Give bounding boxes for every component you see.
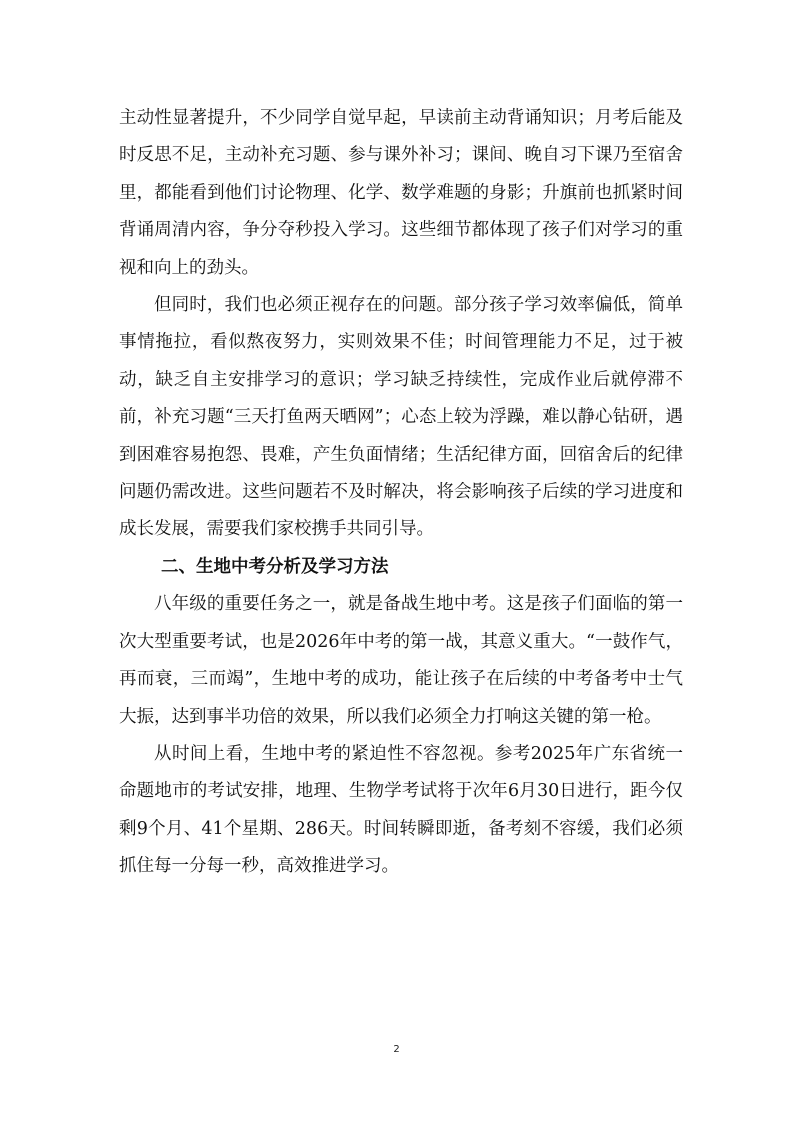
page-number: 2: [393, 1044, 400, 1055]
section-heading: 二、生地中考分析及学习方法: [161, 556, 389, 577]
paragraph-4: 从时间上看，生地中考的紧迫性不容忽视。参考2025年广东省统一命题地市的考试安排，地理、生物学考试将于次年6月30日进行，距今仅剩9个月、41个星期、286天。时间转瞬即逝，备考刻不容缓，我们必须抓住每一分每一秒，高效推进学习。: [119, 743, 683, 877]
paragraph-2: 但同时，我们也必须正视存在的问题。部分孩子学习效率偏低，简单事情拖拉，看似熬夜努力，实则效果不佳；时间管理能力不足，过于被动，缺乏自主安排学习的意识；学习缺乏持续性，完成作业后就停滞不前，补充习题“三天打鱼两天晒网”；心态上较为浮躁，难以静心钻研，遇到困难容易抱怨、畏难，产生负面情绪；生活纪律方面，回宿舍后的纪律问题仍需改进。这些问题若不及时解决，将会影响孩子后续的学习进度和成长发展，需要我们家校携手共同引导。: [119, 295, 683, 540]
paragraph-1: 主动性显著提升，不少同学自觉早起，早读前主动背诵知识；月考后能及时反思不足，主动补充习题、参与课外补习；课间、晚自习下课乃至宿舍里，都能看到他们讨论物理、化学、数学难题的身影；升旗前也抓紧时间背诵周清内容，争分夺秒投入学习。这些细节都体现了孩子们对学习的重视和向上的劲头。: [119, 108, 683, 278]
document-body: [119, 100, 683, 886]
paragraph-3: 八年级的重要任务之一，就是备战生地中考。这是孩子们面临的第一次大型重要考试，也是2026年中考的第一战，其意义重大。“一鼓作气，再而衰，三而竭”，生地中考的成功，能让孩子在后续的中考备考中士气大振，达到事半功倍的效果，所以我们必须全力打响这关键的第一枪。: [119, 594, 683, 727]
